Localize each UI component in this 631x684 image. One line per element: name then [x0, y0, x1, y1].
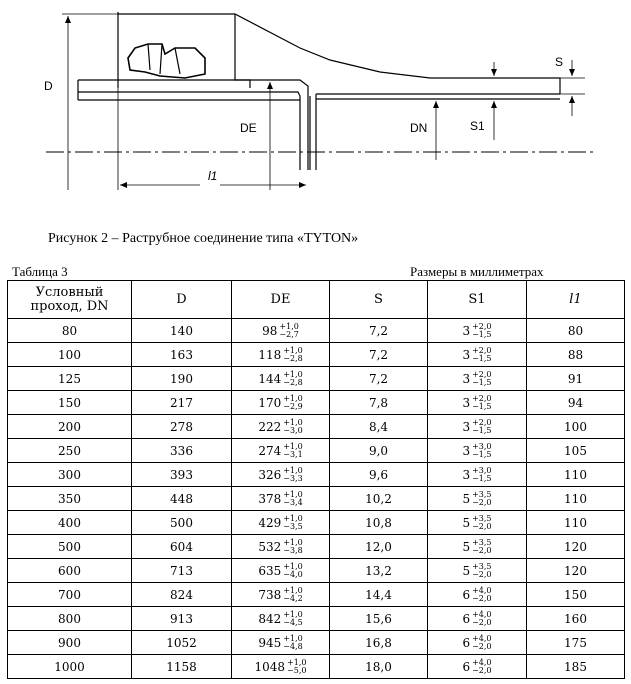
cell-de: [232, 511, 330, 535]
s1-tolerance: [472, 323, 491, 339]
table-row: [8, 487, 625, 511]
tyton-joint-drawing: [0, 0, 631, 225]
cell-s: 10,2: [330, 487, 428, 511]
cell-s1: [428, 511, 527, 535]
header-s: S: [330, 281, 428, 319]
s1-tolerance: [472, 539, 491, 555]
cell-l1: 80: [527, 319, 625, 343]
s1-tolerance: [472, 395, 491, 411]
cell-s: 7,8: [330, 391, 428, 415]
cell-l1: 160: [527, 607, 625, 631]
s1-value: 5: [462, 491, 471, 506]
s1-tolerance: [472, 659, 491, 675]
label-d: D: [44, 79, 53, 93]
de-value: 170: [258, 395, 282, 410]
cell-l1: 175: [527, 631, 625, 655]
cell-dn: 500: [8, 535, 132, 559]
units-note: Размеры в миллиметрах: [410, 264, 544, 279]
cell-s: 7,2: [330, 319, 428, 343]
de-tolerance: [283, 395, 302, 411]
de-tol-upper: +1,0: [283, 537, 303, 547]
cell-dn: 400: [8, 511, 132, 535]
cell-s1: [428, 607, 527, 631]
de-value: 144: [258, 371, 282, 386]
s1-tol-upper: +2,0: [472, 345, 492, 355]
spigot-bottom: [78, 92, 300, 170]
s1-tolerance: [472, 611, 491, 627]
s1-value: 6: [462, 659, 471, 674]
s1-tol-upper: +2,0: [472, 393, 492, 403]
cell-s1: [428, 319, 527, 343]
spigot-end: [78, 80, 316, 170]
cell-s: 7,2: [330, 367, 428, 391]
header-de: DE: [232, 281, 330, 319]
table-row: [8, 391, 625, 415]
s1-tol-lower: −1,5: [472, 473, 492, 483]
cell-de: [232, 631, 330, 655]
de-tol-upper: +1,0: [287, 657, 307, 667]
cell-l1: 110: [527, 511, 625, 535]
header-d: D: [132, 281, 232, 319]
cell-d: 140: [132, 319, 232, 343]
cell-dn: 200: [8, 415, 132, 439]
de-value: 738: [258, 587, 282, 602]
cell-dn: 150: [8, 391, 132, 415]
table-row: [8, 319, 625, 343]
cell-d: 1052: [132, 631, 232, 655]
cell-d: 713: [132, 559, 232, 583]
de-tol-lower: −3,0: [283, 425, 303, 435]
s1-tol-upper: +4,0: [472, 657, 492, 667]
de-value: 945: [258, 635, 282, 650]
s1-tolerance: [472, 635, 491, 651]
header-dn: Условный проход, DN: [8, 281, 132, 319]
s1-tol-lower: −2,0: [472, 569, 492, 579]
de-tol-upper: +1,0: [283, 345, 303, 355]
de-value: 1048: [254, 659, 286, 674]
de-tol-lower: −3,3: [283, 473, 303, 483]
de-tol-lower: −3,4: [283, 497, 303, 507]
cell-s: 10,8: [330, 511, 428, 535]
cell-s1: [428, 343, 527, 367]
cell-d: 336: [132, 439, 232, 463]
cell-s1: [428, 535, 527, 559]
s1-tol-upper: +4,0: [472, 585, 492, 595]
s1-tol-lower: −2,0: [472, 497, 492, 507]
figure-caption: Рисунок 2 – Раструбное соединение типа «TYTON»: [48, 231, 359, 246]
cell-d: 190: [132, 367, 232, 391]
dimensions-table: [7, 280, 625, 679]
table-header-row: [8, 281, 625, 319]
s1-tol-upper: +3,0: [472, 441, 492, 451]
table-row: [8, 415, 625, 439]
cell-s1: [428, 559, 527, 583]
s1-tol-upper: +3,5: [472, 513, 492, 523]
s1-tol-lower: −1,5: [472, 329, 492, 339]
cell-dn: 300: [8, 463, 132, 487]
s1-tol-lower: −1,5: [472, 449, 492, 459]
label-dn: DN: [410, 121, 428, 135]
s1-value: 5: [462, 563, 471, 578]
table-row: [8, 439, 625, 463]
de-tol-upper: +1,0: [283, 513, 303, 523]
de-tol-lower: −4,0: [283, 569, 303, 579]
s1-tol-lower: −2,0: [472, 521, 492, 531]
s1-tol-lower: −2,0: [472, 593, 492, 603]
cell-d: 500: [132, 511, 232, 535]
cell-d: 1158: [132, 655, 232, 679]
cell-s: 8,4: [330, 415, 428, 439]
de-value: 222: [258, 419, 282, 434]
de-value: 326: [258, 467, 282, 482]
de-tol-lower: −2,9: [283, 401, 303, 411]
s1-tol-lower: −2,0: [472, 641, 492, 651]
s1-tolerance: [472, 491, 491, 507]
de-tol-lower: −3,8: [283, 545, 303, 555]
s1-tolerance: [472, 515, 491, 531]
cell-de: [232, 583, 330, 607]
label-s1: S1: [470, 119, 485, 133]
de-tol-lower: −2,7: [279, 329, 299, 339]
cell-s: 15,6: [330, 607, 428, 631]
de-tol-upper: +1,0: [283, 393, 303, 403]
cell-l1: 110: [527, 487, 625, 511]
cell-l1: 150: [527, 583, 625, 607]
de-tol-lower: −4,8: [283, 641, 303, 651]
cell-d: 913: [132, 607, 232, 631]
cell-s1: [428, 463, 527, 487]
de-value: 532: [258, 539, 282, 554]
cell-de: [232, 391, 330, 415]
de-tolerance: [283, 443, 302, 459]
header-s1: S1: [428, 281, 527, 319]
de-tol-lower: −5,0: [287, 665, 307, 675]
cell-dn: 250: [8, 439, 132, 463]
cell-dn: 1000: [8, 655, 132, 679]
header-l1: l1: [527, 281, 625, 319]
cell-dn: 800: [8, 607, 132, 631]
de-tolerance: [283, 611, 302, 627]
de-tol-lower: −2,8: [283, 377, 303, 387]
de-value: 429: [258, 515, 282, 530]
cell-l1: 120: [527, 535, 625, 559]
cell-s: 13,2: [330, 559, 428, 583]
de-tol-upper: +1,0: [283, 465, 303, 475]
s1-tolerance: [472, 563, 491, 579]
cell-de: [232, 415, 330, 439]
de-tolerance: [283, 347, 302, 363]
cell-s1: [428, 583, 527, 607]
s1-tolerance: [472, 371, 491, 387]
de-tolerance: [283, 491, 302, 507]
cell-d: 393: [132, 463, 232, 487]
de-tol-lower: −4,2: [283, 593, 303, 603]
table-row: [8, 607, 625, 631]
de-tol-upper: +1,0: [279, 321, 299, 331]
s1-tol-upper: +2,0: [472, 369, 492, 379]
de-tolerance: [283, 563, 302, 579]
s1-tol-lower: −2,0: [472, 617, 492, 627]
de-tolerance: [279, 323, 298, 339]
table-row: [8, 583, 625, 607]
cell-s1: [428, 631, 527, 655]
cell-dn: 125: [8, 367, 132, 391]
de-tolerance: [283, 371, 302, 387]
table-row: [8, 511, 625, 535]
cell-d: 448: [132, 487, 232, 511]
de-tolerance: [283, 587, 302, 603]
table-row: [8, 631, 625, 655]
de-value: 98: [262, 323, 278, 338]
table-label: Таблица 3: [12, 264, 68, 279]
s1-value: 3: [462, 395, 471, 410]
cell-l1: 185: [527, 655, 625, 679]
cell-s: 18,0: [330, 655, 428, 679]
s1-tol-upper: +4,0: [472, 609, 492, 619]
cell-l1: 94: [527, 391, 625, 415]
table-row: [8, 463, 625, 487]
cell-l1: 110: [527, 463, 625, 487]
table-row: [8, 559, 625, 583]
cell-s: 12,0: [330, 535, 428, 559]
s1-value: 5: [462, 515, 471, 530]
de-tolerance: [283, 419, 302, 435]
de-tolerance: [283, 467, 302, 483]
s1-tol-lower: −2,0: [472, 545, 492, 555]
s1-value: 3: [462, 419, 471, 434]
s1-tolerance: [472, 347, 491, 363]
de-tol-upper: +1,0: [283, 441, 303, 451]
socket-outline: [118, 12, 560, 94]
s1-tolerance: [472, 419, 491, 435]
cell-s: 14,4: [330, 583, 428, 607]
cell-s: 9,6: [330, 463, 428, 487]
s1-tol-upper: +3,0: [472, 465, 492, 475]
cell-d: 163: [132, 343, 232, 367]
table-row: [8, 655, 625, 679]
cell-dn: 350: [8, 487, 132, 511]
s1-tol-lower: −2,0: [472, 665, 492, 675]
de-value: 378: [258, 491, 282, 506]
s1-tol-lower: −1,5: [472, 401, 492, 411]
cell-de: [232, 343, 330, 367]
s1-value: 6: [462, 611, 471, 626]
gasket: [128, 44, 205, 78]
de-tol-lower: −3,1: [283, 449, 303, 459]
cell-dn: 100: [8, 343, 132, 367]
cell-de: [232, 487, 330, 511]
de-tolerance: [287, 659, 306, 675]
cell-s1: [428, 487, 527, 511]
table-row: [8, 535, 625, 559]
cell-s: 7,2: [330, 343, 428, 367]
s1-value: 6: [462, 587, 471, 602]
cell-s1: [428, 415, 527, 439]
cell-s: 16,8: [330, 631, 428, 655]
s1-tolerance: [472, 467, 491, 483]
cell-l1: 88: [527, 343, 625, 367]
cell-s1: [428, 391, 527, 415]
cell-l1: 120: [527, 559, 625, 583]
de-tol-upper: +1,0: [283, 585, 303, 595]
s1-value: 3: [462, 467, 471, 482]
s1-tol-lower: −1,5: [472, 425, 492, 435]
de-tol-lower: −2,8: [283, 353, 303, 363]
s1-value: 3: [462, 443, 471, 458]
cell-de: [232, 463, 330, 487]
s1-value: 3: [462, 371, 471, 386]
cell-dn: 900: [8, 631, 132, 655]
cell-d: 278: [132, 415, 232, 439]
s1-tolerance: [472, 587, 491, 603]
s1-tol-lower: −1,5: [472, 353, 492, 363]
spigot-top: [78, 80, 308, 170]
cell-dn: 80: [8, 319, 132, 343]
de-tol-upper: +1,0: [283, 417, 303, 427]
cell-de: [232, 367, 330, 391]
s1-tol-lower: −1,5: [472, 377, 492, 387]
s1-tol-upper: +3,5: [472, 561, 492, 571]
s1-tol-upper: +4,0: [472, 633, 492, 643]
s1-value: 5: [462, 539, 471, 554]
cell-s1: [428, 367, 527, 391]
s1-tol-upper: +2,0: [472, 321, 492, 331]
cell-s: 9,0: [330, 439, 428, 463]
cell-d: 824: [132, 583, 232, 607]
cell-de: [232, 655, 330, 679]
s1-tolerance: [472, 443, 491, 459]
cell-l1: 105: [527, 439, 625, 463]
cell-de: [232, 319, 330, 343]
label-s: S: [555, 55, 564, 69]
label-de: DE: [240, 121, 257, 135]
table-row: [8, 343, 625, 367]
de-tol-lower: −4,5: [283, 617, 303, 627]
s1-value: 3: [462, 323, 471, 338]
table-row: [8, 367, 625, 391]
de-tol-upper: +1,0: [283, 609, 303, 619]
cell-s1: [428, 655, 527, 679]
cell-s1: [428, 439, 527, 463]
s1-value: 3: [462, 347, 471, 362]
de-value: 118: [258, 347, 282, 362]
s1-tol-upper: +3,5: [472, 489, 492, 499]
table-body: [8, 319, 625, 679]
de-tolerance: [283, 539, 302, 555]
cell-de: [232, 607, 330, 631]
cell-dn: 700: [8, 583, 132, 607]
de-tolerance: [283, 515, 302, 531]
cell-de: [232, 559, 330, 583]
cell-de: [232, 439, 330, 463]
de-tol-upper: +1,0: [283, 369, 303, 379]
de-tol-upper: +1,0: [283, 489, 303, 499]
de-tolerance: [283, 635, 302, 651]
cell-l1: 100: [527, 415, 625, 439]
s1-value: 6: [462, 635, 471, 650]
cell-dn: 600: [8, 559, 132, 583]
de-tol-upper: +1,0: [283, 633, 303, 643]
socket-body: [118, 14, 250, 88]
cell-de: [232, 535, 330, 559]
cell-d: 604: [132, 535, 232, 559]
s1-tol-upper: +3,5: [472, 537, 492, 547]
de-tol-upper: +1,0: [283, 561, 303, 571]
de-tol-lower: −3,5: [283, 521, 303, 531]
de-value: 274: [258, 443, 282, 458]
de-value: 842: [258, 611, 282, 626]
cell-l1: 91: [527, 367, 625, 391]
label-l1: l1: [208, 169, 218, 183]
de-value: 635: [258, 563, 282, 578]
cell-d: 217: [132, 391, 232, 415]
s1-tol-upper: +2,0: [472, 417, 492, 427]
